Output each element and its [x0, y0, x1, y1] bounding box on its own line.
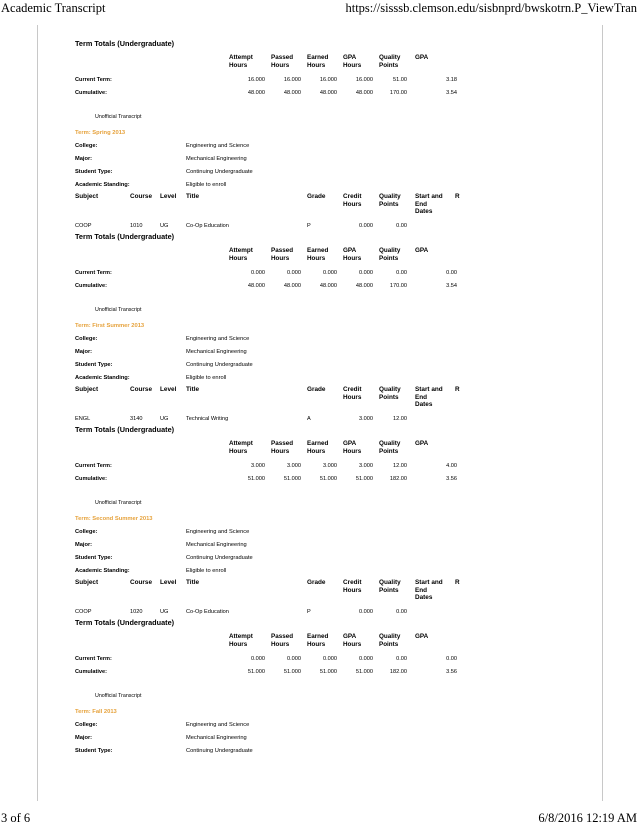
- student-type-row: [75, 166, 545, 179]
- attempt-value: 3.000: [251, 463, 265, 469]
- repeat-header: R: [455, 193, 460, 200]
- gpa-value: 3.56: [446, 476, 457, 482]
- gpa-hours-header: GPA Hours: [343, 633, 362, 648]
- subject-header: Subject: [75, 579, 99, 586]
- term-totals-heading: Term Totals (Undergraduate): [75, 425, 175, 434]
- earned-hours-header: Earned Hours: [307, 440, 329, 455]
- totals-header-row: [75, 633, 545, 653]
- college-label: College:: [75, 722, 98, 728]
- gpa-value: 0.00: [446, 270, 457, 276]
- term-totals-heading: Term Totals (Undergraduate): [75, 232, 175, 241]
- course-subject: COOP: [75, 609, 92, 615]
- course-quality-points: 12.00: [393, 416, 407, 422]
- gpa-hours-header: GPA Hours: [343, 440, 362, 455]
- major-value: Mechanical Engineering: [186, 349, 247, 355]
- major-row: [75, 153, 545, 166]
- quality-points-header: Quality Points: [379, 579, 401, 594]
- passed-value: 16.000: [283, 77, 301, 83]
- cumulative-label: Cumulative:: [75, 90, 108, 96]
- course-header: Course: [130, 193, 153, 200]
- gpa-header: GPA: [415, 633, 429, 640]
- academic-standing-row: [75, 565, 545, 578]
- passed-hours-header: Passed Hours: [271, 54, 294, 69]
- totals-header-row: [75, 247, 545, 267]
- term-name: Term: First Summer 2013: [75, 323, 145, 329]
- gpa-value: 3.18: [446, 77, 457, 83]
- student-type-value: Continuing Undergraduate: [186, 555, 253, 561]
- current-term-label: Current Term:: [75, 463, 112, 469]
- credit-hours-header: Credit Hours: [343, 579, 362, 594]
- gpa-hours-value: 51.000: [355, 476, 373, 482]
- quality-points-header: Quality Points: [379, 247, 401, 262]
- course-number: 1020: [130, 609, 143, 615]
- college-label: College:: [75, 529, 98, 535]
- gpa-value: 0.00: [446, 656, 457, 662]
- term-section: [75, 498, 545, 679]
- student-type-label: Student Type:: [75, 748, 113, 754]
- college-value: Engineering and Science: [186, 143, 250, 149]
- start-end-dates-header: Start and End Dates: [415, 193, 443, 215]
- earned-value: 16.000: [319, 77, 337, 83]
- course-level: UG: [160, 223, 169, 229]
- passed-hours-header: Passed Hours: [271, 247, 294, 262]
- academic-standing-value: Eligible to enroll: [186, 182, 227, 188]
- earned-value: 0.000: [323, 656, 337, 662]
- attempt-value: 48.000: [247, 90, 265, 96]
- course-grade: A: [307, 416, 311, 422]
- earned-value: 48.000: [319, 283, 337, 289]
- course-title: Technical Writing: [186, 416, 229, 422]
- level-header: Level: [160, 193, 177, 200]
- college-label: College:: [75, 336, 98, 342]
- term-name: Term: Second Summer 2013: [75, 516, 153, 522]
- attempt-hours-header: Attempt Hours: [229, 54, 253, 69]
- earned-hours-header: Earned Hours: [307, 54, 329, 69]
- title-header: Title: [186, 579, 200, 586]
- college-row: [75, 140, 545, 153]
- current-term-row: [75, 653, 545, 666]
- major-value: Mechanical Engineering: [186, 542, 247, 548]
- unofficial-transcript-label: Unofficial Transcript: [95, 500, 142, 506]
- course-row: [75, 414, 545, 424]
- quality-points-value: 51.00: [393, 77, 407, 83]
- major-label: Major:: [75, 542, 93, 548]
- print-footer: [0, 810, 638, 826]
- totals-header-row: [75, 54, 545, 74]
- gpa-hours-value: 0.000: [359, 656, 373, 662]
- passed-value: 0.000: [287, 270, 301, 276]
- major-row: [75, 732, 545, 745]
- earned-hours-header: Earned Hours: [307, 247, 329, 262]
- unofficial-transcript-label: Unofficial Transcript: [95, 114, 142, 120]
- gpa-hours-header: GPA Hours: [343, 247, 362, 262]
- course-row: [75, 607, 545, 617]
- course-grade: P: [307, 223, 311, 229]
- term-totals-block: [75, 38, 545, 100]
- gpa-value: 3.54: [446, 283, 457, 289]
- footer-datetime: 6/8/2016 12:19 AM: [538, 811, 637, 825]
- academic-standing-label: Academic Standing:: [75, 568, 130, 574]
- major-row: [75, 539, 545, 552]
- course-credit-hours: 0.000: [359, 609, 373, 615]
- current-term-row: [75, 74, 545, 87]
- attempt-value: 0.000: [251, 656, 265, 662]
- repeat-header: R: [455, 579, 460, 586]
- attempt-hours-header: Attempt Hours: [229, 247, 253, 262]
- course-header-row: [75, 579, 545, 607]
- major-label: Major:: [75, 735, 93, 741]
- course-subject: ENGL: [75, 416, 91, 422]
- academic-standing-value: Eligible to enroll: [186, 568, 227, 574]
- passed-value: 48.000: [283, 283, 301, 289]
- earned-value: 51.000: [319, 669, 337, 675]
- quality-points-value: 182.00: [389, 669, 407, 675]
- passed-value: 51.000: [283, 669, 301, 675]
- attempt-hours-header: Attempt Hours: [229, 440, 253, 455]
- gpa-header: GPA: [415, 247, 429, 254]
- academic-standing-row: [75, 179, 545, 192]
- student-type-label: Student Type:: [75, 555, 113, 561]
- current-term-label: Current Term:: [75, 656, 112, 662]
- term-section: [75, 305, 545, 486]
- cumulative-label: Cumulative:: [75, 669, 108, 675]
- passed-value: 3.000: [287, 463, 301, 469]
- term-totals-heading: Term Totals (Undergraduate): [75, 39, 175, 48]
- quality-points-value: 0.00: [396, 270, 407, 276]
- earned-hours-header: Earned Hours: [307, 633, 329, 648]
- unofficial-transcript-label: Unofficial Transcript: [95, 693, 142, 699]
- academic-standing-row: [75, 372, 545, 385]
- grade-header: Grade: [307, 579, 326, 586]
- credit-hours-header: Credit Hours: [343, 193, 362, 208]
- term-totals-block: [75, 231, 545, 293]
- cumulative-row: [75, 87, 545, 100]
- student-type-label: Student Type:: [75, 362, 113, 368]
- student-type-label: Student Type:: [75, 169, 113, 175]
- major-label: Major:: [75, 156, 93, 162]
- attempt-value: 51.000: [247, 669, 265, 675]
- quality-points-value: 182.00: [389, 476, 407, 482]
- gpa-hours-value: 0.000: [359, 270, 373, 276]
- footer-page-count: 3 of 6: [1, 811, 31, 825]
- earned-value: 51.000: [319, 476, 337, 482]
- college-label: College:: [75, 143, 98, 149]
- quality-points-header: Quality Points: [379, 386, 401, 401]
- passed-value: 51.000: [283, 476, 301, 482]
- gpa-value: 4.00: [446, 463, 457, 469]
- course-row: [75, 221, 545, 231]
- unofficial-transcript-label: Unofficial Transcript: [95, 307, 142, 313]
- print-header: [0, 0, 638, 16]
- course-quality-points: 0.00: [396, 223, 407, 229]
- current-term-label: Current Term:: [75, 77, 112, 83]
- cumulative-row: [75, 280, 545, 293]
- gpa-hours-value: 16.000: [355, 77, 373, 83]
- title-header: Title: [186, 193, 200, 200]
- grade-header: Grade: [307, 193, 326, 200]
- term-section: [75, 112, 545, 293]
- major-label: Major:: [75, 349, 93, 355]
- current-term-label: Current Term:: [75, 270, 112, 276]
- student-type-row: [75, 359, 545, 372]
- quality-points-header: Quality Points: [379, 54, 401, 69]
- term-name: Term: Spring 2013: [75, 130, 126, 136]
- major-value: Mechanical Engineering: [186, 156, 247, 162]
- cumulative-row: [75, 666, 545, 679]
- cumulative-label: Cumulative:: [75, 283, 108, 289]
- college-value: Engineering and Science: [186, 336, 250, 342]
- earned-value: 3.000: [323, 463, 337, 469]
- earned-value: 0.000: [323, 270, 337, 276]
- term-totals-heading: Term Totals (Undergraduate): [75, 618, 175, 627]
- attempt-value: 16.000: [247, 77, 265, 83]
- current-term-row: [75, 460, 545, 473]
- quality-points-value: 0.00: [396, 656, 407, 662]
- major-row: [75, 346, 545, 359]
- term-totals-block: [75, 617, 545, 679]
- student-type-row: [75, 745, 545, 758]
- subject-header: Subject: [75, 386, 99, 393]
- gpa-header: GPA: [415, 440, 429, 447]
- totals-header-row: [75, 440, 545, 460]
- start-end-dates-header: Start and End Dates: [415, 386, 443, 408]
- attempt-hours-header: Attempt Hours: [229, 633, 253, 648]
- header-page-title: Academic Transcript: [1, 1, 106, 15]
- course-grade: P: [307, 609, 311, 615]
- quality-points-header: Quality Points: [379, 440, 401, 455]
- passed-hours-header: Passed Hours: [271, 633, 294, 648]
- course-title: Co-Op Education: [186, 223, 229, 229]
- student-type-value: Continuing Undergraduate: [186, 362, 253, 368]
- gpa-hours-header: GPA Hours: [343, 54, 362, 69]
- term-section: [75, 691, 545, 758]
- current-term-row: [75, 267, 545, 280]
- start-end-dates-header: Start and End Dates: [415, 579, 443, 601]
- grade-header: Grade: [307, 386, 326, 393]
- gpa-value: 3.56: [446, 669, 457, 675]
- transcript-content: [75, 38, 545, 758]
- college-row: [75, 526, 545, 539]
- course-number: 3140: [130, 416, 143, 422]
- college-row: [75, 333, 545, 346]
- course-title: Co-Op Education: [186, 609, 229, 615]
- repeat-header: R: [455, 386, 460, 393]
- title-header: Title: [186, 386, 200, 393]
- course-header-row: [75, 386, 545, 414]
- major-value: Mechanical Engineering: [186, 735, 247, 741]
- course-header-row: [75, 193, 545, 221]
- course-header: Course: [130, 386, 153, 393]
- student-type-row: [75, 552, 545, 565]
- credit-hours-header: Credit Hours: [343, 386, 362, 401]
- level-header: Level: [160, 579, 177, 586]
- passed-value: 0.000: [287, 656, 301, 662]
- course-level: UG: [160, 609, 169, 615]
- student-type-value: Continuing Undergraduate: [186, 169, 253, 175]
- term-name: Term: Fall 2013: [75, 709, 117, 715]
- quality-points-header: Quality Points: [379, 193, 401, 208]
- college-row: [75, 719, 545, 732]
- course-header: Course: [130, 579, 153, 586]
- quality-points-value: 12.00: [393, 463, 407, 469]
- gpa-header: GPA: [415, 54, 429, 61]
- subject-header: Subject: [75, 193, 99, 200]
- earned-value: 48.000: [319, 90, 337, 96]
- gpa-hours-value: 51.000: [355, 669, 373, 675]
- attempt-value: 48.000: [247, 283, 265, 289]
- course-number: 1010: [130, 223, 143, 229]
- term-totals-block: [75, 424, 545, 486]
- passed-hours-header: Passed Hours: [271, 440, 294, 455]
- academic-standing-value: Eligible to enroll: [186, 375, 227, 381]
- academic-standing-label: Academic Standing:: [75, 375, 130, 381]
- attempt-value: 0.000: [251, 270, 265, 276]
- gpa-value: 3.54: [446, 90, 457, 96]
- course-credit-hours: 3.000: [359, 416, 373, 422]
- level-header: Level: [160, 386, 177, 393]
- gpa-hours-value: 3.000: [359, 463, 373, 469]
- gpa-hours-value: 48.000: [355, 90, 373, 96]
- course-subject: COOP: [75, 223, 92, 229]
- course-level: UG: [160, 416, 169, 422]
- cumulative-row: [75, 473, 545, 486]
- academic-standing-label: Academic Standing:: [75, 182, 130, 188]
- college-value: Engineering and Science: [186, 722, 250, 728]
- course-credit-hours: 0.000: [359, 223, 373, 229]
- header-url: https://sisssb.clemson.edu/sisbnprd/bwskotrn.P_ViewTran: [345, 1, 637, 15]
- quality-points-value: 170.00: [389, 90, 407, 96]
- student-type-value: Continuing Undergraduate: [186, 748, 253, 754]
- passed-value: 48.000: [283, 90, 301, 96]
- college-value: Engineering and Science: [186, 529, 250, 535]
- course-quality-points: 0.00: [396, 609, 407, 615]
- attempt-value: 51.000: [247, 476, 265, 482]
- cumulative-label: Cumulative:: [75, 476, 108, 482]
- quality-points-value: 170.00: [389, 283, 407, 289]
- gpa-hours-value: 48.000: [355, 283, 373, 289]
- quality-points-header: Quality Points: [379, 633, 401, 648]
